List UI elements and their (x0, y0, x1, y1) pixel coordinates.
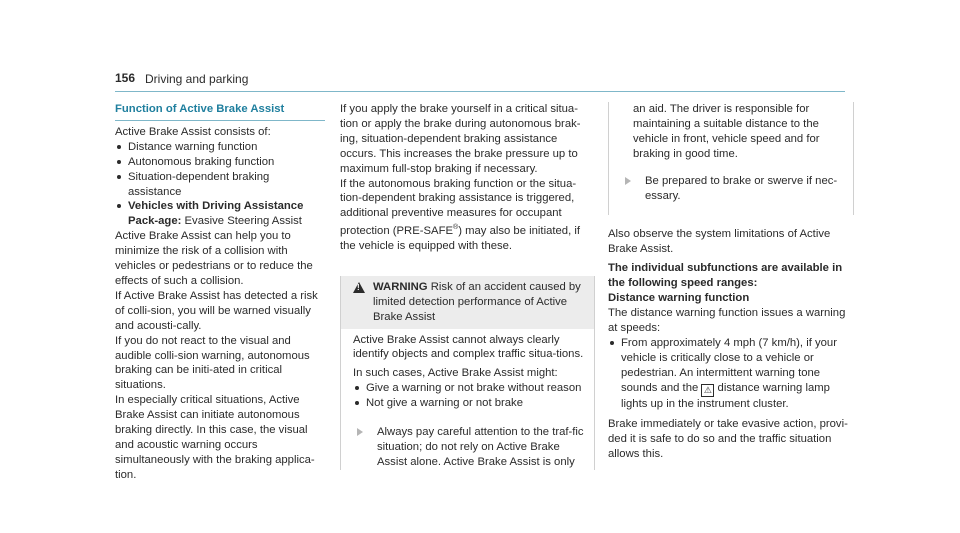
warning-box (340, 276, 595, 470)
page-title: Driving and parking (145, 72, 249, 86)
paragraph: In such cases, Active Brake Assist might: (353, 367, 558, 380)
paragraph: If you apply the brake yourself in a critical situa-tion or apply the brake during autonomous brak-ing, situation-dependent braking assistance occurs. This increases the brake pressure up to maximum full-stop braking if necessary. (340, 103, 581, 175)
column-3 (608, 102, 853, 462)
bullet-icon (355, 401, 359, 405)
intro-text: Active Brake Assist consists of: (115, 125, 271, 138)
section-heading: Function of Active Brake Assist (115, 102, 325, 121)
paragraph: If you do not react to the visual and audible colli-sion warning, autonomous braking can be initi-ated in critical situations. (115, 334, 310, 392)
paragraph: Active Brake Assist cannot always clearly identify objects and complex traffic situa-tions. (353, 333, 584, 361)
subheading: The individual subfunctions are available in the following speed ranges: (608, 262, 843, 290)
warning-triangle-icon (353, 282, 365, 293)
bullet-icon (117, 160, 121, 164)
paragraph: If Active Brake Assist has detected a risk of colli-sion, you will be warned visually and acousti-cally. (115, 289, 318, 332)
column-2 (340, 102, 595, 470)
arrow-right-icon (357, 428, 363, 436)
paragraph: Active Brake Assist can help you to minimize the risk of a collision with vehicles or pedestrians or to reduce the effects of such a collision. (115, 230, 313, 287)
paragraph: Also observe the system limitations of Active Brake Assist. (608, 228, 831, 256)
list-item: Give a warning or not brake without reason (353, 381, 584, 396)
distance-warning-lamp-icon: ⚠ (701, 384, 714, 397)
list-item: Vehicles with Driving Assistance Pack-age: Evasive Steering Assist (115, 199, 325, 229)
paragraph: an aid. The driver is responsible for maintaining a suitable distance to the vehicle in front, vehicle speed and for braking in good time. (633, 103, 820, 160)
subheading: Distance warning function (608, 292, 750, 305)
function-list (115, 140, 325, 229)
paragraph: If the autonomous braking function or the situa-tion-dependent braking assistance is triggered, additional preventive measures for occupant protection (PRE-SAFE®) may also be initiated, if the vehicle is equipped with these. (340, 177, 580, 252)
instruction-item: Be prepared to brake or swerve if nec-essary. (621, 174, 841, 204)
warning-body (341, 329, 594, 470)
paragraph: In especially critical situations, Active Brake Assist can initiate autonomous braking directly. In this case, the visual and acoustic warning occurs simultaneously with the braking applica-tion. (115, 394, 315, 481)
list-item: From approximately 4 mph (7 km/h), if your vehicle is critically close to a vehicle or pedestrian. An intermittent warning tone sounds and the ⚠ distance warning lamp lights up in the instrument cluster. (608, 336, 853, 412)
paragraph: Brake immediately or take evasive action, provi-ded it is safe to do so and the traffic situation allows this. (608, 418, 848, 461)
arrow-right-icon (625, 177, 631, 185)
warning-header: ! WARNING Risk of an accident caused by limited detection performance of Active Brake Assist (341, 276, 594, 329)
page-header (115, 71, 845, 92)
warning-list (353, 381, 584, 411)
bullet-icon (610, 341, 614, 345)
bullet-icon (117, 175, 121, 179)
page-number: 156 (115, 71, 136, 85)
list-item: Distance warning function (115, 140, 325, 155)
bullet-icon (117, 204, 121, 208)
list-item: Situation-dependent braking assistance (115, 170, 325, 200)
paragraph: The distance warning function issues a warning at speeds: (608, 306, 846, 334)
list-item: Autonomous braking function (115, 155, 325, 170)
bullet-icon (117, 145, 121, 149)
warning-box-continued (608, 102, 854, 215)
instruction-item: Always pay careful attention to the traf-fic situation; do not rely on Active Brake Assist alone. Active Brake Assist is only (353, 425, 584, 470)
list-item: Not give a warning or not brake (353, 396, 584, 411)
speed-list (608, 336, 853, 412)
bullet-icon (355, 386, 359, 390)
column-1 (115, 102, 325, 483)
